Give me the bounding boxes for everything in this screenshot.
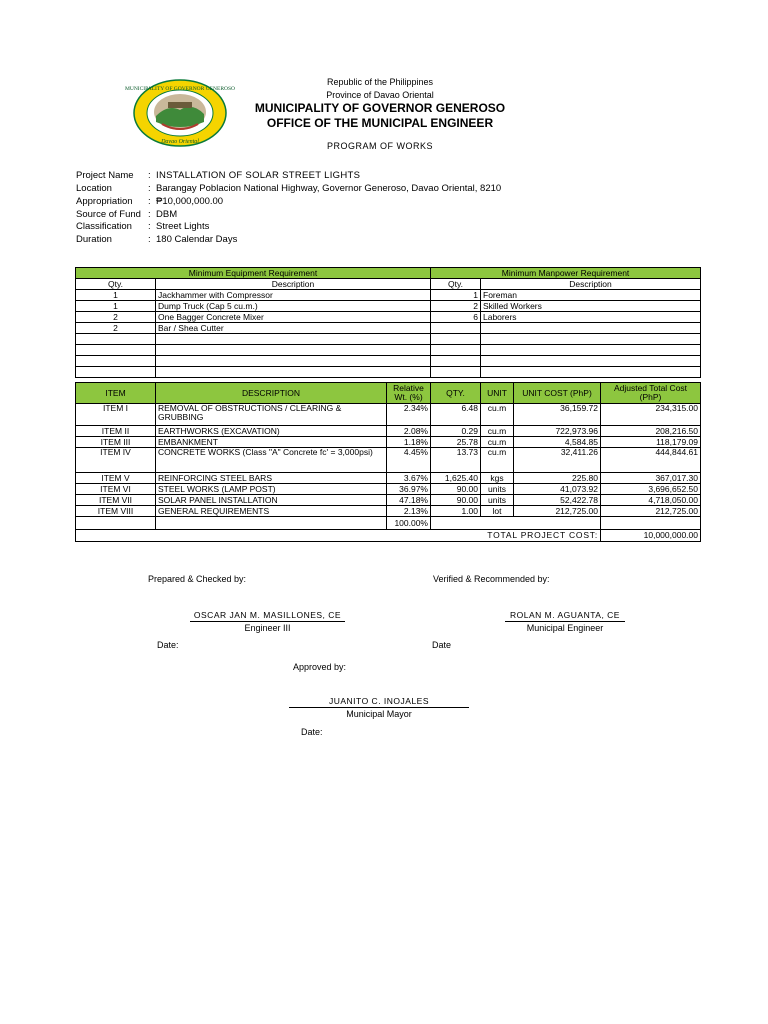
manpower-desc [481,323,701,334]
equipment-requirement-header: Minimum Equipment Requirement [76,268,431,279]
equipment-qty: 2 [76,312,156,323]
works-row [76,404,701,426]
info-row-appropriation [76,195,223,208]
works-row [76,426,701,437]
info-key: Location [76,183,112,194]
manpower-qty: 1 [431,290,481,301]
works-qty: 0.29 [431,426,481,437]
info-value: INSTALLATION OF SOLAR STREET LIGHTS [156,170,361,181]
works-item: ITEM VIII [76,506,156,517]
verified-date-label: Date [432,640,452,650]
works-adj-cost: 367,017.30 [601,473,701,484]
works-item: ITEM IV [76,448,156,473]
works-adj-cost: 208,216.50 [601,426,701,437]
republic-line: Republic of the Philippines [326,77,434,87]
approved-label: Approved by: [293,662,347,672]
col-header-relative-weight: Relative Wt. (%) [387,383,431,404]
info-row-duration [76,233,237,246]
works-desc: REINFORCING STEEL BARS [156,473,387,484]
col-header-qty: QTY. [431,383,481,404]
works-unit-cost: 52,422.78 [514,495,601,506]
manpower-qty: 2 [431,301,481,312]
works-item: ITEM VI [76,484,156,495]
equipment-qty: 1 [76,290,156,301]
equipment-desc: Bar / Shea Cutter [156,323,431,334]
manpower-desc: Laborers [481,312,701,323]
info-value: Barangay Poblacion National Highway, Governor Generoso, Davao Oriental, 8210 [156,183,502,194]
info-value: ₱10,000,000.00 [156,196,224,207]
info-value: Street Lights [156,221,210,232]
works-relwt: 3.67% [387,473,431,484]
works-qty: 90.00 [431,484,481,495]
seal-ring-text-top: MUNICIPALITY OF GOVERNOR GENEROSO [124,86,236,92]
works-item: ITEM V [76,473,156,484]
info-key: Appropriation [76,196,133,207]
works-qty: 13.73 [431,448,481,473]
total-project-cost-label: TOTAL PROJECT COST: [76,530,601,542]
prepared-name: OSCAR JAN M. MASILLONES, CE [190,610,345,622]
works-row [76,495,701,506]
col-header-description: DESCRIPTION [156,383,387,404]
equipment-desc: Jackhammer with Compressor [156,290,431,301]
province-line: Province of Davao Oriental [326,90,434,100]
info-sep: : [148,234,151,245]
works-desc: GENERAL REQUIREMENTS [156,506,387,517]
info-value: DBM [156,209,178,220]
prepared-role: Engineer III [244,623,291,633]
works-row [76,484,701,495]
info-row-classification [76,220,209,233]
prepared-date-label: Date: [157,640,179,650]
approved-role: Municipal Mayor [346,709,412,719]
works-desc: EARTHWORKS (EXCAVATION) [156,426,387,437]
works-qty: 25.78 [431,437,481,448]
works-unit-cost: 32,411.26 [514,448,601,473]
info-key: Source of Fund [76,209,141,220]
works-unit-cost: 4,584.85 [514,437,601,448]
info-key: Duration [76,234,112,245]
col-header-item: ITEM [76,383,156,404]
works-relwt: 2.13% [387,506,431,517]
verified-name: ROLAN M. AGUANTA, CE [505,610,625,622]
requirement-row-empty [76,367,701,378]
equipment-qty: 1 [76,301,156,312]
total-relative-weight: 100.00% [387,517,431,530]
info-row-location [76,182,501,195]
works-adj-cost: 118,179.09 [601,437,701,448]
works-table [75,382,701,542]
info-sep: : [148,196,151,207]
requirement-row [76,312,701,323]
col-header-unit: UNIT [481,383,514,404]
manpower-desc: Foreman [481,290,701,301]
manpower-qty: 6 [431,312,481,323]
works-adj-cost: 234,315.00 [601,404,701,426]
approved-name: JUANITO C. INOJALES [289,696,469,708]
works-unit-cost: 41,073.92 [514,484,601,495]
works-desc: STEEL WORKS (LAMP POST) [156,484,387,495]
works-qty: 6.48 [431,404,481,426]
works-relwt: 36.97% [387,484,431,495]
verified-label: Verified & Recommended by: [433,574,550,584]
info-key: Project Name [76,170,134,181]
requirements-table [75,267,701,378]
works-unit: units [481,495,514,506]
info-sep: : [148,209,151,220]
manpower-desc: Skilled Workers [481,301,701,312]
info-key: Classification [76,221,132,232]
works-qty: 90.00 [431,495,481,506]
works-row [76,437,701,448]
works-row [76,448,701,473]
manpower-qty [431,323,481,334]
works-adj-cost: 212,725.00 [601,506,701,517]
manpower-qty-header: Qty. [431,279,481,290]
prepared-label: Prepared & Checked by: [148,574,247,584]
works-unit: cu.m [481,448,514,473]
requirement-row-empty [76,334,701,345]
works-adj-cost: 4,718,050.00 [601,495,701,506]
works-adj-cost: 3,696,652.50 [601,484,701,495]
works-unit: units [481,484,514,495]
works-unit: cu.m [481,404,514,426]
works-unit: kgs [481,473,514,484]
info-sep: : [148,170,151,181]
works-row [76,506,701,517]
works-relwt: 2.34% [387,404,431,426]
equipment-desc: One Bagger Concrete Mixer [156,312,431,323]
requirement-row [76,290,701,301]
works-unit: lot [481,506,514,517]
works-item: ITEM VII [76,495,156,506]
program-title: PROGRAM OF WORKS [326,141,433,151]
works-desc: REMOVAL OF OBSTRUCTIONS / CLEARING & GRUBBING [156,404,387,426]
works-qty: 1,625.40 [431,473,481,484]
works-adj-cost: 444,844.61 [601,448,701,473]
works-unit-cost: 36,159.72 [514,404,601,426]
info-sep: : [148,183,151,194]
works-item: ITEM II [76,426,156,437]
works-unit-cost: 212,725.00 [514,506,601,517]
requirement-row [76,301,701,312]
verified-role: Municipal Engineer [526,623,604,633]
works-relwt: 47.18% [387,495,431,506]
col-header-unit-cost: UNIT COST (PhP) [514,383,601,404]
info-value: 180 Calendar Days [156,234,238,245]
col-header-adjusted-total-cost: Adjusted Total Cost (PhP) [601,383,701,404]
works-desc: SOLAR PANEL INSTALLATION [156,495,387,506]
info-sep: : [148,221,151,232]
works-item: ITEM I [76,404,156,426]
municipality-title: MUNICIPALITY OF GOVERNOR GENEROSO [254,101,506,115]
equipment-qty-header: Qty. [76,279,156,290]
works-relwt: 4.45% [387,448,431,473]
requirement-row-empty [76,345,701,356]
equipment-desc-header: Description [156,279,431,290]
manpower-requirement-header: Minimum Manpower Requirement [431,268,701,279]
works-total-pct-row [76,517,701,530]
approved-date-label: Date: [301,727,323,737]
total-project-cost-value: 10,000,000.00 [601,530,701,542]
works-unit-cost: 722,973.96 [514,426,601,437]
requirement-row [76,323,701,334]
works-unit: cu.m [481,437,514,448]
works-relwt: 2.08% [387,426,431,437]
works-unit-cost: 225.80 [514,473,601,484]
manpower-desc-header: Description [481,279,701,290]
works-relwt: 1.18% [387,437,431,448]
info-row-project-name [76,169,360,182]
works-qty: 1.00 [431,506,481,517]
seal-ring-text-bottom: Davao Oriental [161,139,199,145]
works-row [76,473,701,484]
works-unit: cu.m [481,426,514,437]
equipment-qty: 2 [76,323,156,334]
requirement-row-empty [76,356,701,367]
works-total-row [76,530,701,542]
works-desc: CONCRETE WORKS (Class "A" Concrete fc' = 3,000psi) [156,448,387,473]
works-item: ITEM III [76,437,156,448]
equipment-desc: Dump Truck (Cap 5 cu.m.) [156,301,431,312]
office-title: OFFICE OF THE MUNICIPAL ENGINEER [266,116,494,130]
works-desc: EMBANKMENT [156,437,387,448]
